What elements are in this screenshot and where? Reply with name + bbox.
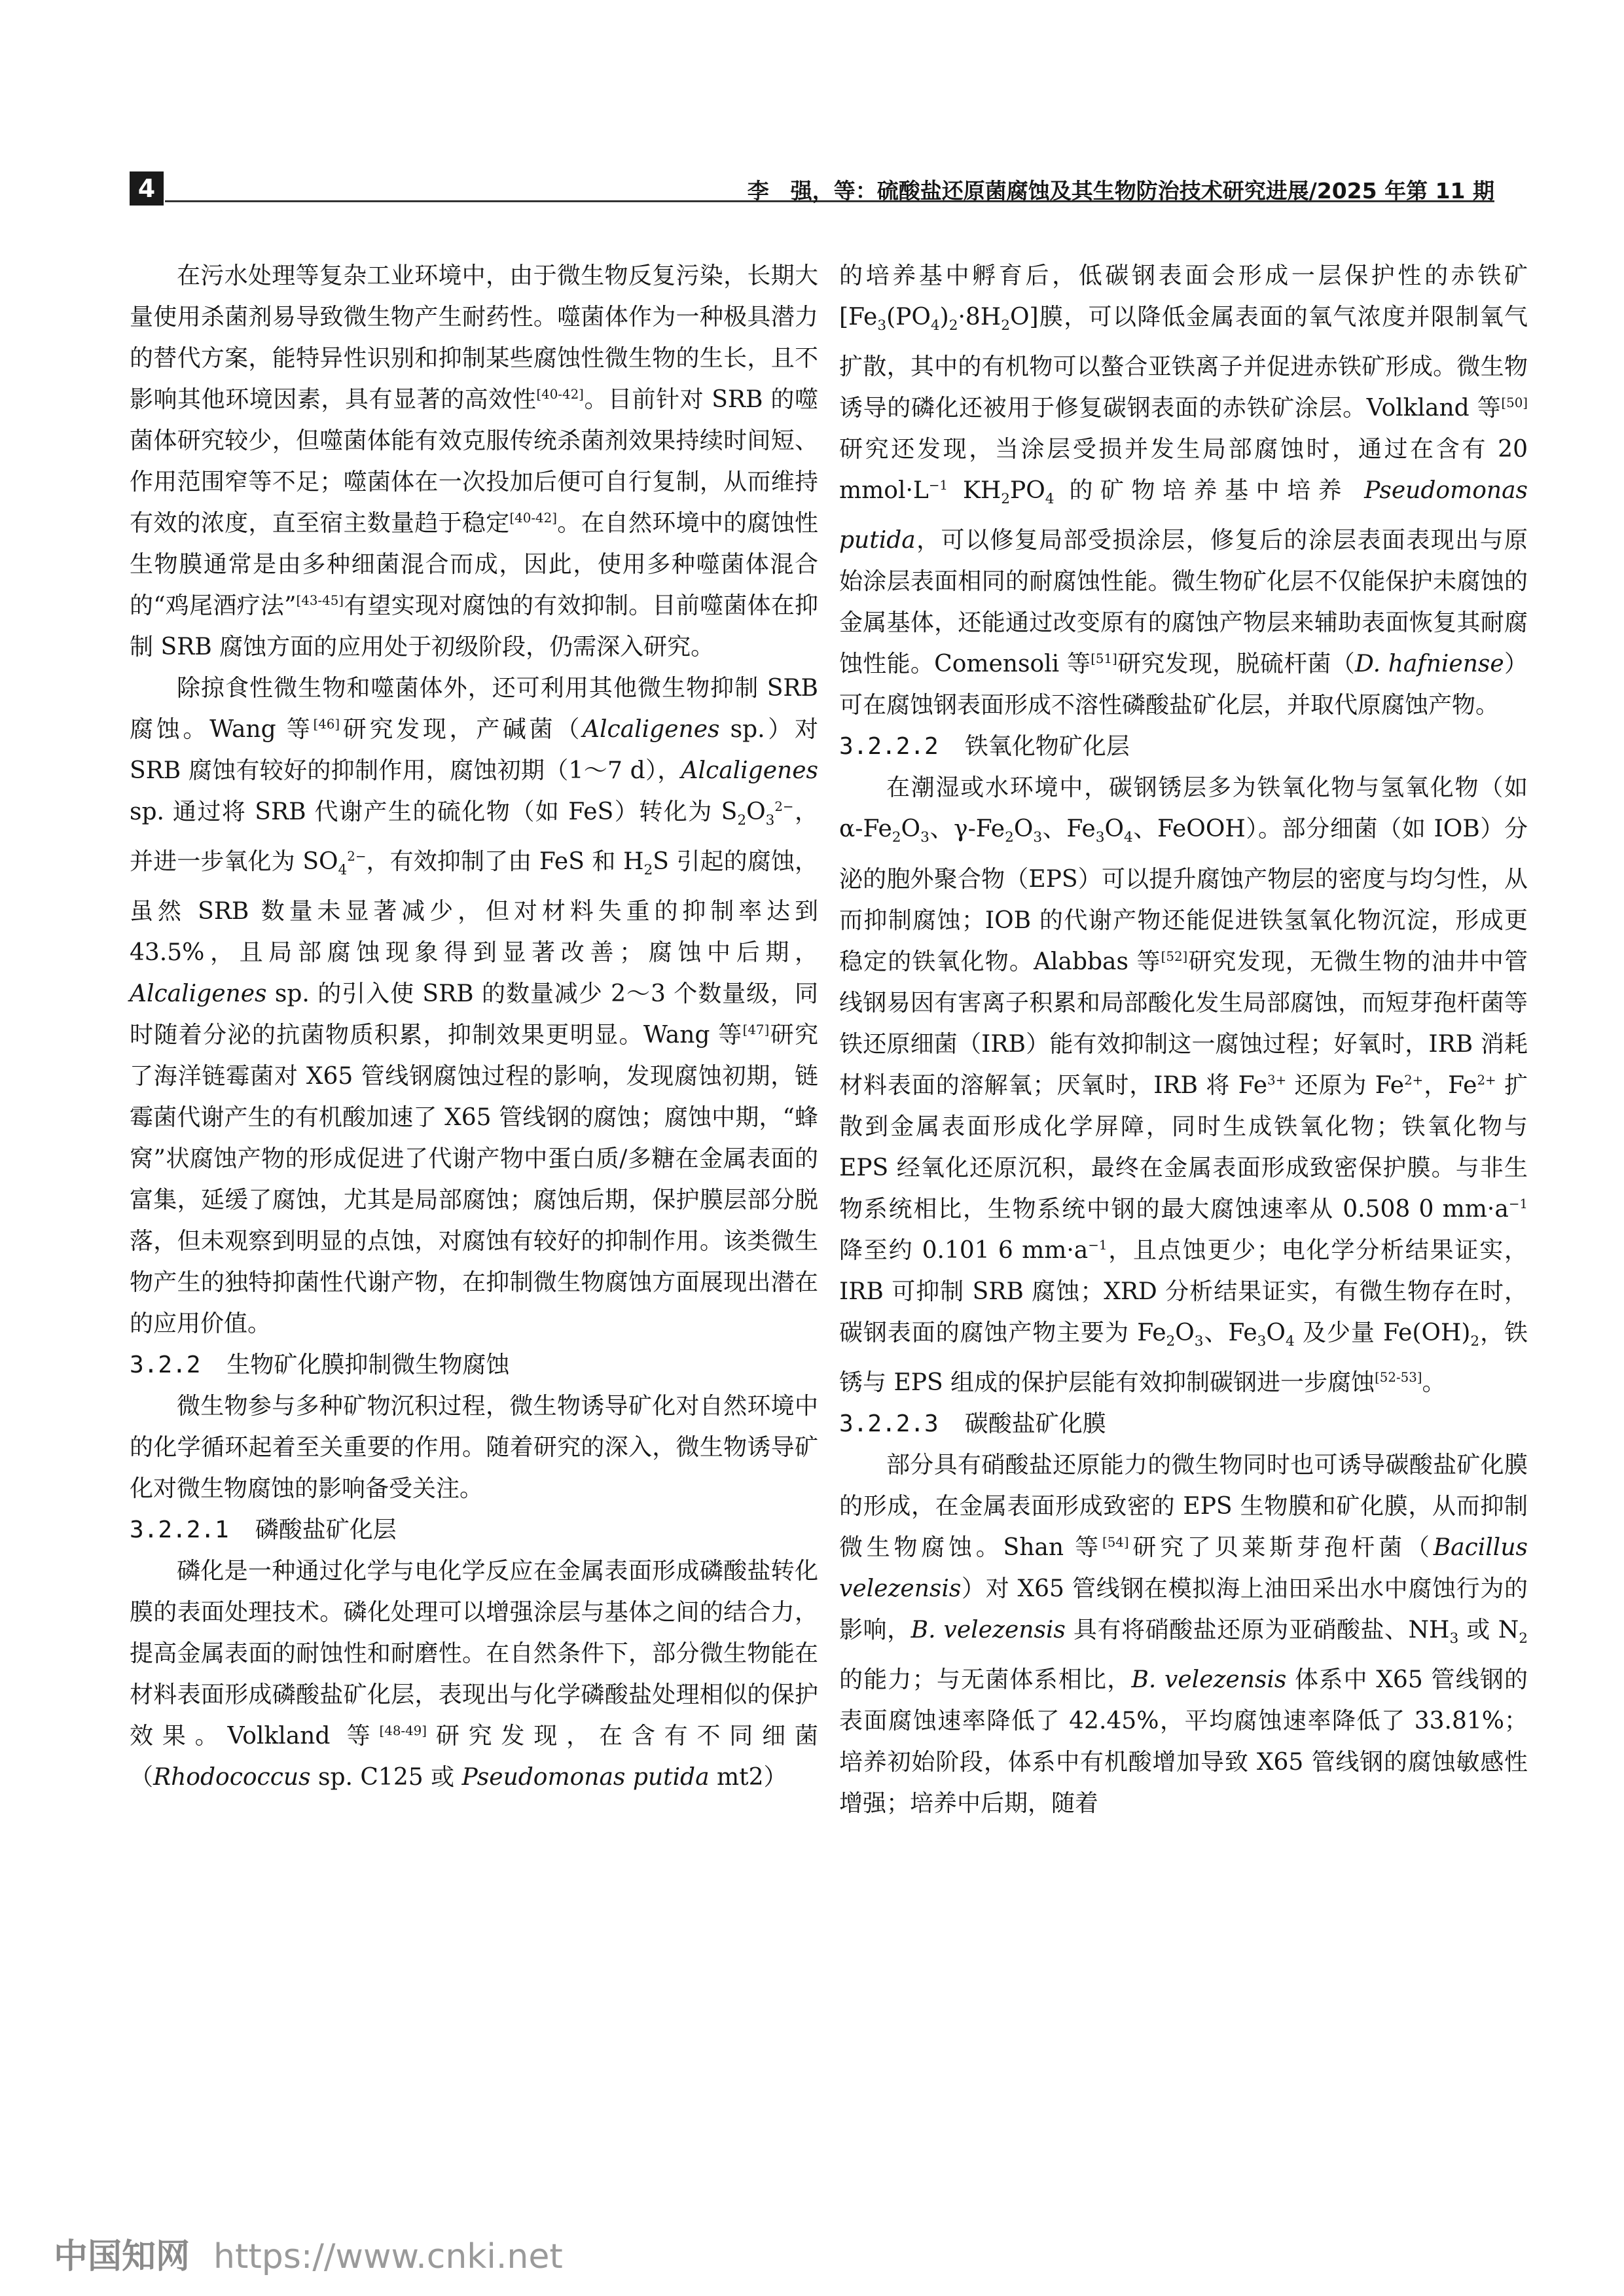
section-heading: 3.2.2 生物矿化膜抑制微生物腐蚀 — [130, 1352, 510, 1379]
paragraph: 除掠食性微生物和噬菌体外，还可利用其他微生物抑制 SRB 腐蚀。Wang 等[46]研究发现，产碱菌（Alcaligenes sp.）对 SRB 腐蚀有较好的抑制作用，腐蚀初期（1～7 d），Alcaligenes sp. 通过将 SRB 代谢产生的硫化物（如 FeS）转化为 $S_2O_3^{2-}$，并进一步氧化为 $SO_4^{2-}$，有效抑制了由 FeS 和 $H_2S$ 引起的腐蚀，虽然 SRB 数量未显著减少，但对材料失重的抑制率达到 43.5%，且局部腐蚀现象得到显著改善；腐蚀中后期，Alcaligenes sp. 的引入使 SRB 的数量减少 2～3 个数量级，同时随着分泌的抗菌物质积累，抑制效果更明显。Wang 等[47]研究了海洋链霉菌对 X65 管线钢腐蚀过程的影响，发现腐蚀初期，链霉菌代谢产生的有机酸加速了 X65 管线钢的腐蚀；腐蚀中期，“蜂窝”状腐蚀产物的形成促进了代谢产物中蛋白质/多糖在金属表面的富集，延缓了腐蚀，尤其是局部腐蚀；腐蚀后期，保护膜层部分脱落，但未观察到明显的点蚀，对腐蚀有较好的抑制作用。该类微生物产生的独特抑菌性代谢产物，在抑制微生物腐蚀方面展现出潜在的应用价值。 — [130, 675, 819, 1338]
paragraph: 部分具有硝酸盐还原能力的微生物同时也可诱导碳酸盐矿化膜的形成，在金属表面形成致密的 EPS 生物膜和矿化膜，从而抑制微生物腐蚀。Shan 等[54]研究了贝莱斯芽孢杆菌（Bacillus velezensis）对 X65 管线钢在模拟海上油田采出水中腐蚀行为的影响，B. velezensis 具有将硝酸盐还原为亚硝酸盐、$NH_3$ 或 $N_2$ 的能力；与无菌体系相比，B. velezensis 体系中 X65 管线钢的表面腐蚀速率降低了 42.45%，平均腐蚀速率降低了 33.81%；培养初始阶段，体系中有机酸增加导致 X65 管线钢的腐蚀敏感性增强；培养中后期，随着 — [839, 1451, 1528, 1817]
watermark-brand: 中国知网 — [54, 2237, 190, 2276]
section-heading: 3.2.2.2 铁氧化物矿化层 — [839, 733, 1130, 761]
section-heading: 3.2.2.3 碳酸盐矿化膜 — [839, 1410, 1106, 1437]
paragraph: 磷化是一种通过化学与电化学反应在金属表面形成磷酸盐转化膜的表面处理技术。磷化处理可以增强涂层与基体之间的结合力，提高金属表面的耐蚀性和耐磨性。在自然条件下，部分微生物能在材料表面形成磷酸盐矿化层，表现出与化学磷酸盐处理相似的保护效果。Volkland 等[48-49]研究发现，在含有不同细菌（Rhodococcus sp. C125 或 Pseudomonas putida mt2） — [130, 1558, 818, 1791]
left-column — [130, 255, 818, 1798]
page-number: 4 — [130, 171, 164, 206]
section-heading: 3.2.2.1 磷酸盐矿化层 — [130, 1516, 397, 1544]
cnki-watermark — [54, 2229, 563, 2278]
paragraph: 的培养基中孵育后，低碳钢表面会形成一层保护性的赤铁矿$[Fe_3(PO_4)_2\cdot 8H_2O]$膜，可以降低金属表面的氧气浓度并限制氧气扩散，其中的有机物可以螯合亚铁离子并促进赤铁矿形成。微生物诱导的磷化还被用于修复碳钢表面的赤铁矿涂层。Volkland 等[50]研究还发现，当涂层受损并发生局部腐蚀时，通过在含有 20 $mmol\cdot L^{-1}$ $KH_2PO_4$ 的矿物培养基中培养 Pseudomonas putida，可以修复局部受损涂层，修复后的涂层表面表现出与原始涂层表面相同的耐腐蚀性能。微生物矿化层不仅能保护未腐蚀的金属基体，还能通过改变原有的腐蚀产物层来辅助表面恢复其耐腐蚀性能。Comensoli 等[51]研究发现，脱硫杆菌（D. hafniense）可在腐蚀钢表面形成不溶性磷酸盐矿化层，并取代原腐蚀产物。 — [839, 262, 1528, 719]
right-column — [839, 255, 1528, 1824]
paragraph: 在潮湿或水环境中，碳钢锈层多为铁氧化物与氢氧化物（如 $\alpha-Fe_2O_3$、$\gamma-Fe_2O_3$、$Fe_3O_4$、FeOOH）。部分细菌（如 IOB）分泌的胞外聚合物（EPS）可以提升腐蚀产物层的密度与均匀性，从而抑制腐蚀；IOB 的代谢产物还能促进铁氢氧化物沉淀，形成更稳定的铁氧化物。Alabbas 等[52]研究发现，无微生物的油井中管线钢易因有害离子积累和局部酸化发生局部腐蚀，而短芽孢杆菌等铁还原细菌（IRB）能有效抑制这一腐蚀过程；好氧时，IRB 消耗材料表面的溶解氧；厌氧时，IRB 将 $Fe^{3+}$ 还原为 $Fe^{2+}$，$Fe^{2+}$ 扩散到金属表面形成化学屏障，同时生成铁氧化物；铁氧化物与 EPS 经氧化还原沉积，最终在金属表面形成致密保护膜。与非生物系统相比，生物系统中钢的最大腐蚀速率从 0.508 0 $mm\cdot a^{-1}$ 降至约 0.101 6 $mm\cdot a^{-1}$，且点蚀更少；电化学分析结果证实，IRB 可抑制 SRB 腐蚀；XRD 分析结果证实，有微生物存在时，碳钢表面的腐蚀产物主要为 $Fe_2O_3$、$Fe_3O_4$ 及少量 $Fe(OH)_2$，铁锈与 EPS 组成的保护层能有效抑制碳钢进一步腐蚀[52-53]。 — [839, 774, 1528, 1396]
paragraph: 微生物参与多种矿物沉积过程，微生物诱导矿化对自然环境中的化学循环起着至关重要的作用。随着研究的深入，微生物诱导矿化对微生物腐蚀的影响备受关注。 — [130, 1393, 818, 1503]
paragraph: 在污水处理等复杂工业环境中，由于微生物反复污染，长期大量使用杀菌剂易导致微生物产生耐药性。噬菌体作为一种极具潜力的替代方案，能特异性识别和抑制某些腐蚀性微生物的生长，且不影响其他环境因素，具有显著的高效性[40-42]。目前针对 SRB 的噬菌体研究较少，但噬菌体能有效克服传统杀菌剂效果持续时间短、作用范围窄等不足；噬菌体在一次投加后便可自行复制，从而维持有效的浓度，直至宿主数量趋于稳定[40-42]。在自然环境中的腐蚀性生物膜通常是由多种细菌混合而成，因此，使用多种噬菌体混合的“鸡尾酒疗法”[43-45]有望实现对腐蚀的有效抑制。目前噬菌体在抑制 SRB 腐蚀方面的应用处于初级阶段，仍需深入研究。 — [130, 262, 818, 660]
watermark-url: https://www.cnki.net — [213, 2237, 563, 2276]
running-title: 李 强，等：硫酸盐还原菌腐蚀及其生物防治技术研究进展/2025 年第 11 期 — [747, 178, 1494, 204]
